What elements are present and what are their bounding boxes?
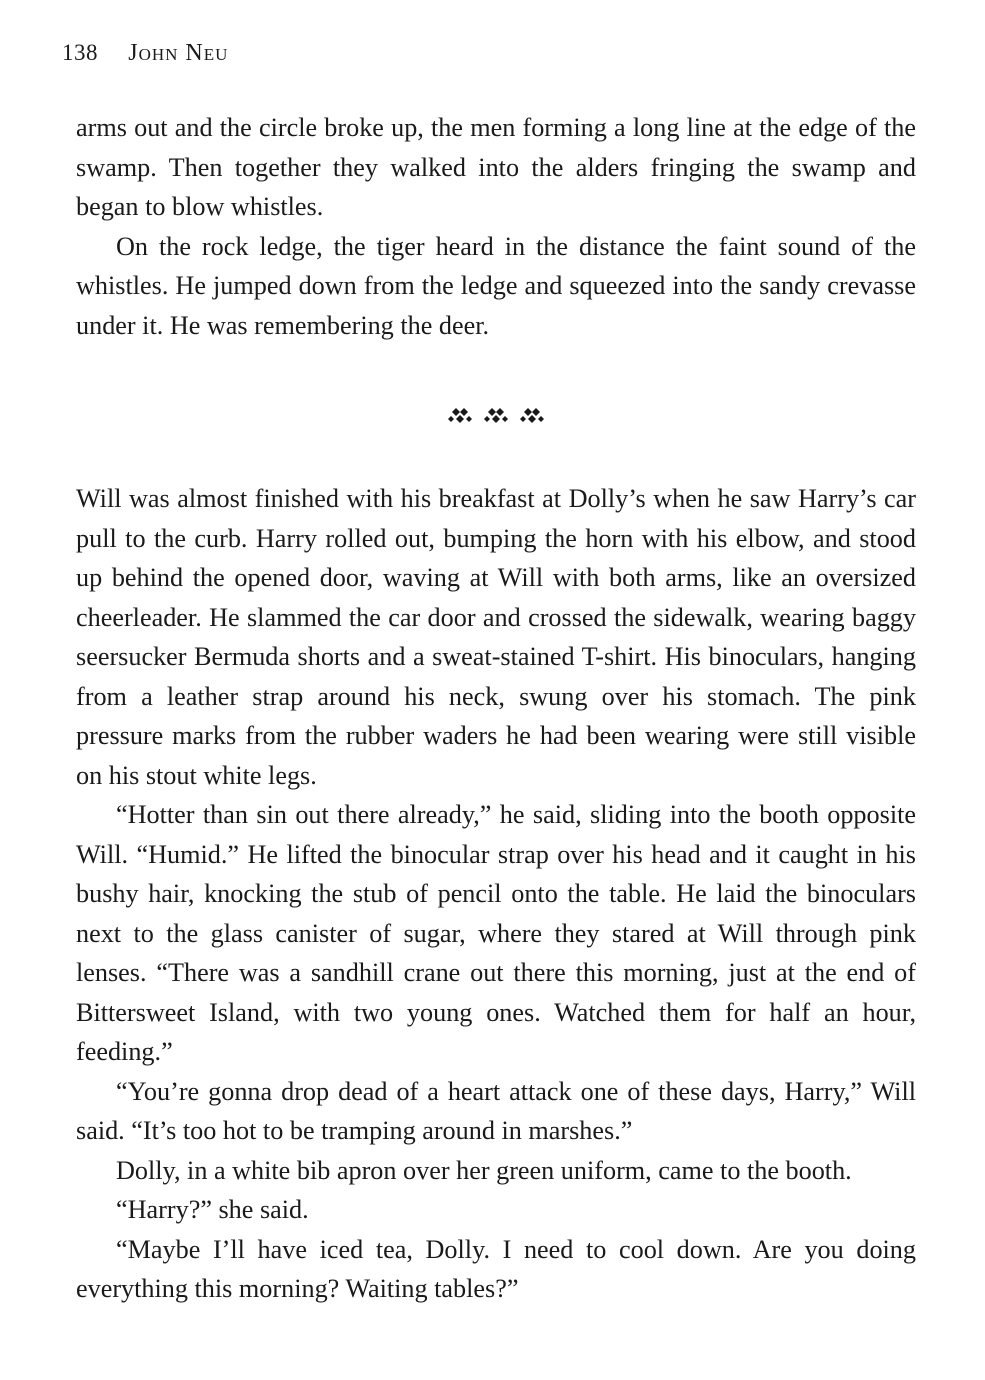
paragraph-section-start: Will was almost finished with his breakfast at Dolly’s when he saw Harry’s car pull to the curb. Harry rolled out, bumping the horn with his elbow, and stood up behind the opened door, waving at Will with both arms, like an oversized cheerleader. He slammed the car door and crossed the sidewalk, wearing baggy seersucker Bermuda shorts and a sweat-stained T-shirt. His binoculars, hanging from a leather strap around his neck, swung over his stomach. The pink pressure marks from the rubber waders he had been wearing were still visible on his stout white legs. bbox=[76, 484, 916, 790]
paragraph: “You’re gonna drop dead of a heart attack one of these days, Harry,” Will said. “It’s too hot to be tramping around in marshes.” bbox=[76, 1076, 916, 1145]
paragraph: “Harry?” she said. bbox=[116, 1195, 309, 1224]
page-number: 138 bbox=[62, 40, 98, 65]
text-block-top bbox=[76, 108, 916, 345]
paragraph-continued: arms out and the circle broke up, the men forming a long line at the edge of the swamp. Then together they walked into the alders fringing the swamp and began to blow whistles. bbox=[76, 113, 916, 221]
paragraph: On the rock ledge, the tiger heard in the distance the faint sound of the whistles. He jumped down from the ledge and squeezed into the sandy crevasse under it. He was remembering the deer. bbox=[76, 231, 916, 340]
paragraph: “Hotter than sin out there already,” he said, sliding into the booth opposite Will. “Humid.” He lifted the binocular strap over his head and it caught in his bushy hair, knocking the stub of pencil onto the table. He laid the binoculars next to the glass canister of sugar, where they stared at Will through pink lenses. “There was a sandhill crane out there this morning, just at the end of Bittersweet Island, with two young ones. Watched them for half an hour, feeding.” bbox=[76, 800, 916, 1066]
triple-diamond-ornament-icon bbox=[448, 405, 544, 431]
running-head: John Neu bbox=[128, 40, 229, 66]
paragraph: “Maybe I’ll have iced tea, Dolly. I need to cool down. Are you doing everything this morning? Waiting tables?” bbox=[76, 1234, 916, 1303]
paragraph: Dolly, in a white bib apron over her green uniform, came to the booth. bbox=[116, 1155, 852, 1185]
page-header bbox=[62, 40, 228, 67]
text-block-bottom bbox=[76, 479, 916, 1309]
